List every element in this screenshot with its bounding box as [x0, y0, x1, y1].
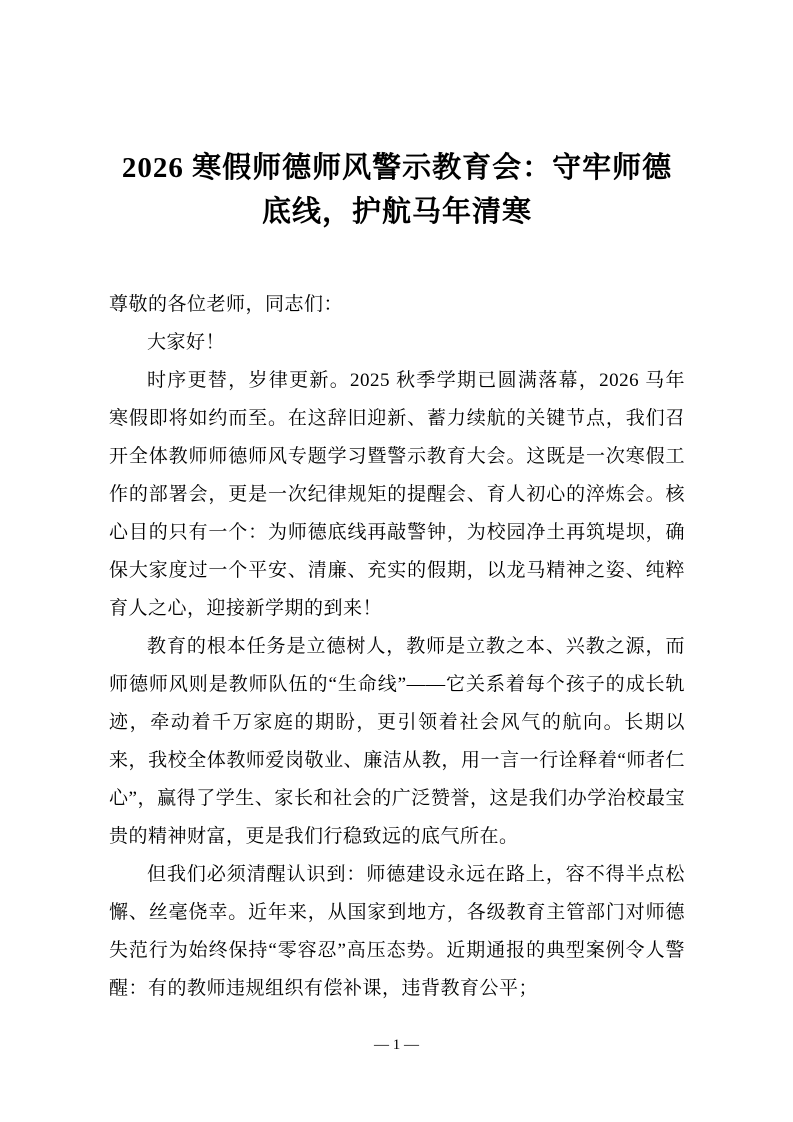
document-content — [109, 146, 685, 1008]
paragraph: 时序更替，岁律更新。2025 秋季学期已圆满落幕，2026 马年寒假即将如约而至。在这辞旧迎新、蓄力续航的关键节点，我们召开全体教师师德师风专题学习暨警示教育大会。这既是一次寒假工作的部署会，更是一次纪律规矩的提醒会、育人初心的淬炼会。核心目的只有一个：为师德底线再敲警钟，为校园净土再筑堤坝，确保大家度过一个平安、清廉、充实的假期，以龙马精神之姿、纯粹育人之心，迎接新学期的到来！ — [109, 370, 685, 619]
document-title-line-2: 底线，护航马年清寒 — [261, 196, 532, 228]
paragraph: 但我们必须清醒认识到：师德建设永远在路上，容不得半点松懈、丝毫侥幸。近年来，从国家到地方，各级教育主管部门对师德失范行为始终保持“零容忍”高压态势。近期通报的典型案例令人警醒：有的教师违规组织有偿补课，违背教育公平； — [109, 864, 685, 999]
paragraph: 尊敬的各位老师，同志们： — [109, 294, 344, 315]
document-body — [109, 286, 685, 1008]
document-title-line-1: 2026 寒假师德师风警示教育会：守牢师德 — [121, 152, 673, 184]
page-number: — 1 — — [374, 1037, 419, 1053]
document-title — [109, 146, 685, 234]
paragraph: 大家好！ — [147, 332, 226, 353]
paragraph: 教育的根本任务是立德树人，教师是立教之本、兴教之源，而师德师风则是教师队伍的“生命线”——它关系着每个孩子的成长轨迹，牵动着千万家庭的期盼，更引领着社会风气的航向。长期以来，我校全体教师爱岗敬业、廉洁从教，用一言一行诠释着“师者仁心”，赢得了学生、家长和社会的广泛赞誉，这是我们办学治校最宝贵的精神财富，更是我们行稳致远的底气所在。 — [109, 636, 685, 847]
